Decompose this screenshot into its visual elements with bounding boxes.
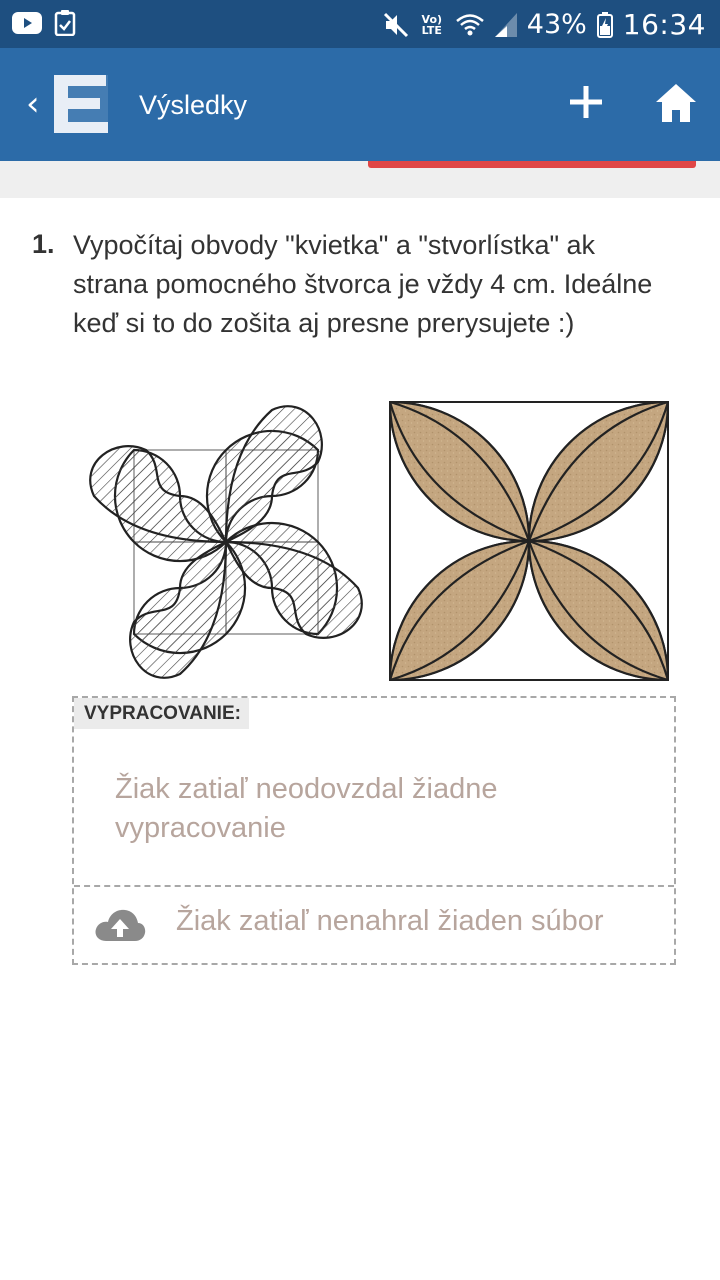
page-title: Výsledky [139,90,248,120]
signal-icon [495,13,517,37]
answer-box [72,696,676,965]
flower-figure [86,402,368,682]
app-bar [0,48,720,161]
youtube-icon [12,12,42,34]
home-icon[interactable] [654,82,698,124]
upload-status-text: Žiak zatiaľ nenahral žiaden súbor [176,905,604,937]
answer-label: VYPRACOVANIE: [74,698,249,729]
question-number: 1. [32,229,55,259]
question-text: Vypočítaj obvody "kvietka" a "stvorlístka" ak strana pomocného štvorca je vždy 4 cm. Ideálne keď si to do zošita aj presne prerysujete :) [73,230,653,338]
mute-icon [383,12,409,38]
four-leaf-figure [389,401,669,681]
volte-indicator: Vo) LTE [421,12,443,37]
app-logo[interactable] [54,75,108,133]
upload-row[interactable] [74,887,674,963]
clock: 16:34 [622,8,706,41]
battery-percent: 43% [526,9,587,40]
active-tab-indicator [368,161,696,168]
plus-icon[interactable] [566,82,606,122]
answer-empty-text: Žiak zatiaľ neodovzdal žiadne vypracovanie [115,773,498,844]
battery-icon [597,12,613,38]
back-icon[interactable]: ‹ [26,84,40,124]
wifi-icon [455,13,485,37]
clipboard-check-icon [54,10,76,36]
cloud-upload-icon[interactable] [94,907,146,943]
status-bar [0,0,720,48]
